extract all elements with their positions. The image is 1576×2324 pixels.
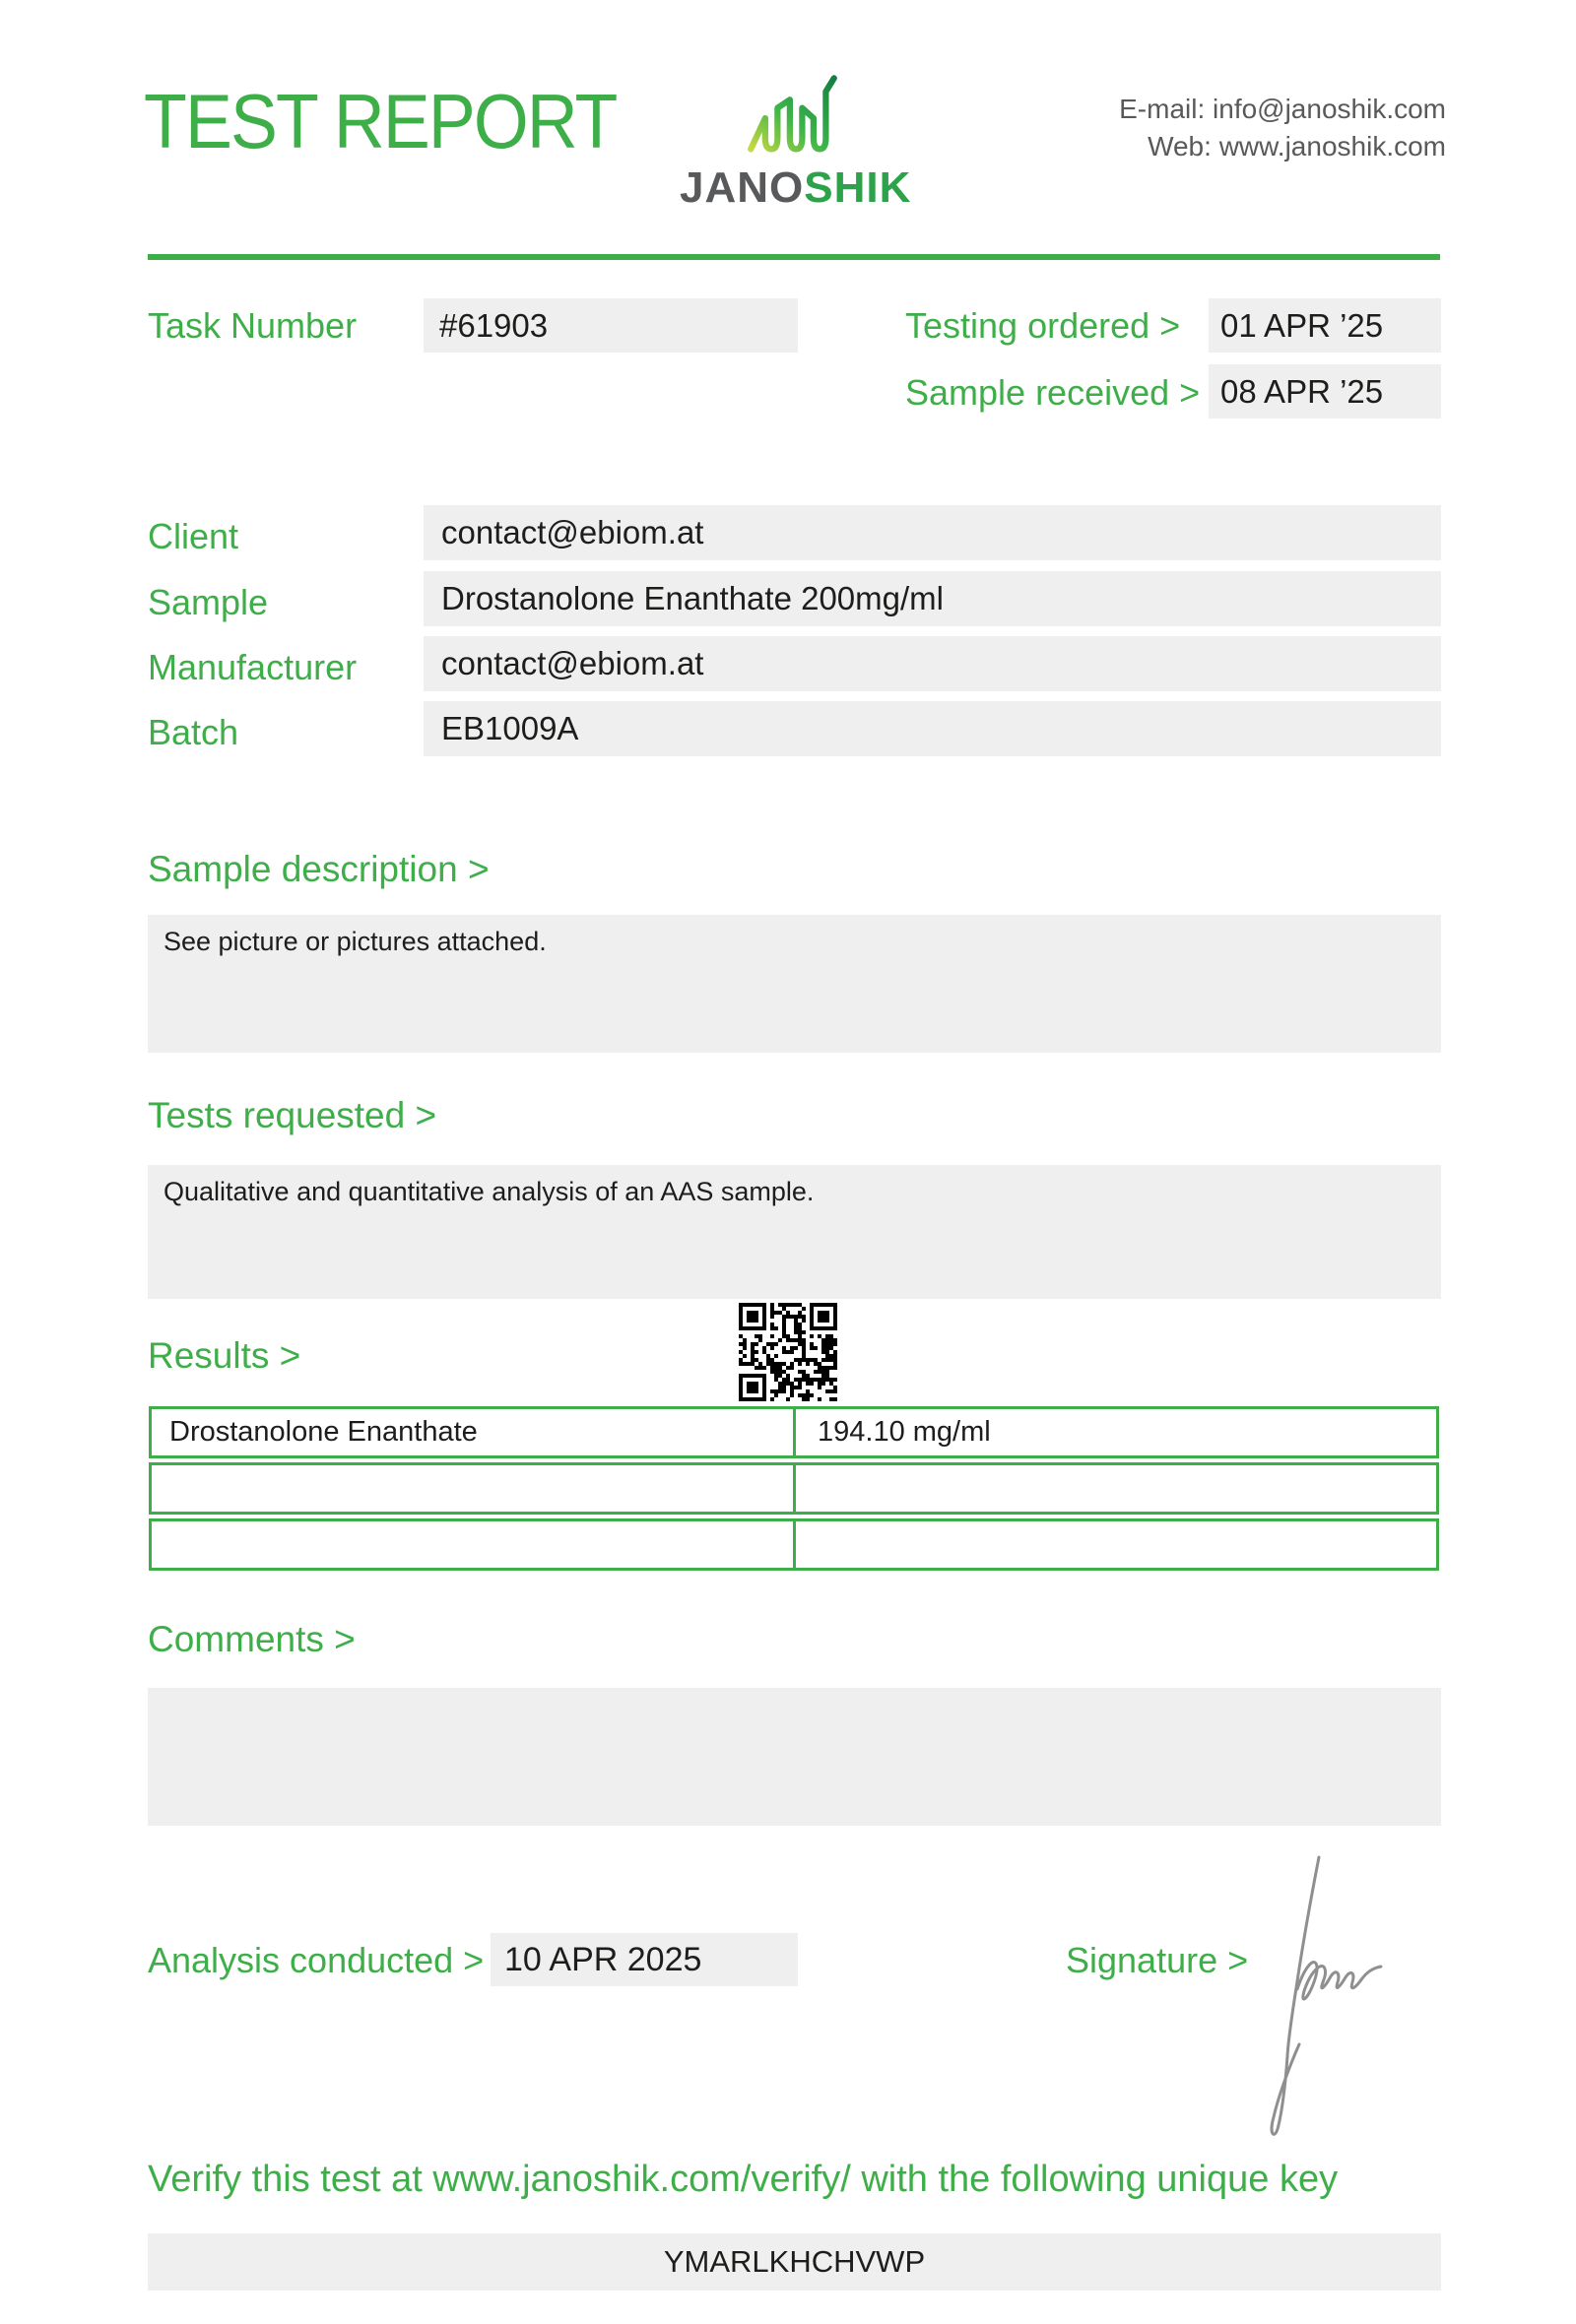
result-substance: Drostanolone Enanthate (149, 1406, 796, 1458)
contact-web: Web: www.janoshik.com (1148, 131, 1446, 161)
task-number-value: #61903 (424, 298, 798, 353)
testing-ordered-label: Testing ordered > (905, 305, 1181, 346)
sample-description-box: See picture or pictures attached. (148, 915, 1441, 1053)
analysis-conducted-label: Analysis conducted > (148, 1940, 485, 1980)
growth-chart-icon (746, 71, 840, 161)
logo-wordmark (680, 163, 912, 213)
verify-key: YMARLKHCHVWP (148, 2233, 1441, 2291)
sample-received-date: 08 APR ’25 (1209, 364, 1441, 419)
signature (1267, 1841, 1454, 2147)
table-row (149, 1518, 1439, 1571)
result-substance (149, 1462, 796, 1515)
contact-email: E-mail: info@janoshik.com (1119, 94, 1446, 124)
tests-requested-box: Qualitative and quantitative analysis of an AAS sample. (148, 1165, 1441, 1299)
client-value: contact@ebiom.at (424, 505, 1441, 560)
tests-requested-heading: Tests requested > (148, 1095, 437, 1135)
comments-box (148, 1688, 1441, 1826)
batch-label: Batch (148, 712, 239, 752)
signature-label: Signature > (1066, 1940, 1249, 1980)
table-row (149, 1406, 1439, 1458)
janoshik-logo (680, 71, 912, 213)
sample-received-label: Sample received > (905, 372, 1201, 413)
client-label: Client (148, 516, 239, 556)
contact-info (1119, 91, 1446, 165)
result-value (796, 1518, 1439, 1571)
verify-instruction: Verify this test at www.janoshik.com/verify/ with the following unique key (148, 2159, 1339, 2200)
manufacturer-label: Manufacturer (148, 647, 358, 687)
testing-ordered-date: 01 APR ’25 (1209, 298, 1441, 353)
table-row (149, 1462, 1439, 1515)
page-title: TEST REPORT (144, 78, 617, 164)
logo-text-jano: JANO (680, 163, 805, 212)
batch-value: EB1009A (424, 701, 1441, 756)
logo-text-shik: SHIK (804, 163, 912, 212)
header-divider (148, 254, 1440, 260)
qr-code (739, 1302, 837, 1402)
result-value (796, 1462, 1439, 1515)
results-table (149, 1406, 1439, 1575)
task-number-label: Task Number (148, 305, 358, 346)
sample-value: Drostanolone Enanthate 200mg/ml (424, 571, 1441, 626)
analysis-date: 10 APR 2025 (491, 1933, 798, 1986)
comments-heading: Comments > (148, 1619, 356, 1659)
sample-description-heading: Sample description > (148, 849, 490, 889)
sample-label: Sample (148, 582, 269, 622)
results-heading: Results > (148, 1335, 301, 1376)
manufacturer-value: contact@ebiom.at (424, 636, 1441, 691)
result-value: 194.10 mg/ml (796, 1406, 1439, 1458)
result-substance (149, 1518, 796, 1571)
